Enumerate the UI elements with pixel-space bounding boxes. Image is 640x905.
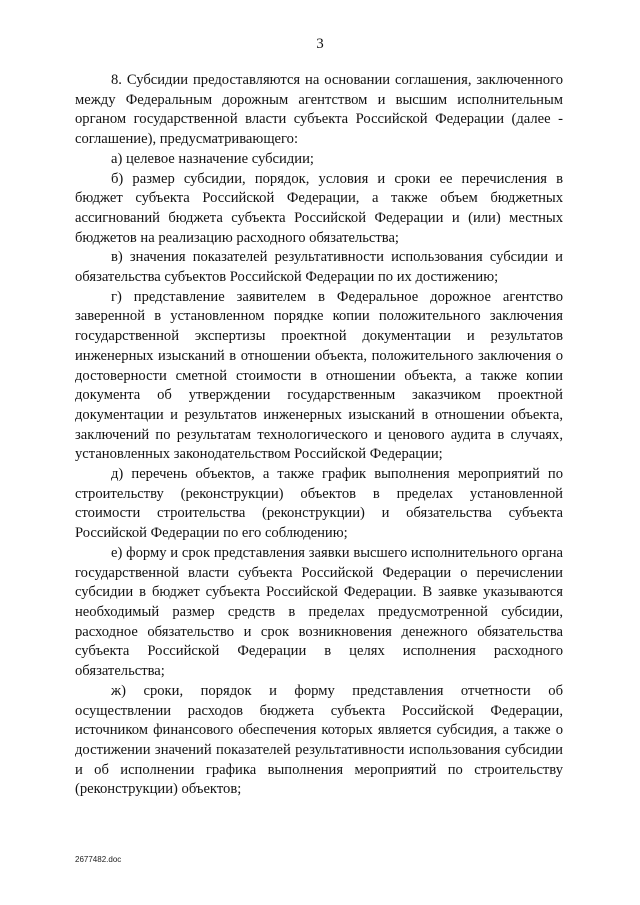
paragraph-8-intro: 8. Субсидии предоставляются на основании соглашения, заключенного между Федеральным дорожным агентством и высшим исполнительным органом государственной власти субъекта Российской Федерации (далее - соглашение), предусматривающего: — [75, 72, 563, 148]
paragraph-item-d: д) перечень объектов, а также график выполнения мероприятий по строительству (реконструкции) объектов в пределах установленной стоимости строительства (реконструкции) и обязательства субъекта Российской Федерации по его соблюдению; — [75, 466, 563, 542]
document-body — [75, 71, 563, 800]
paragraph-item-e: е) форму и срок представления заявки высшего исполнительного органа государственной власти субъекта Российской Федерации о перечислении субсидии в бюджет субъекта Российской Федерации. В заявке указываются необходимый размер средств в пределах предусмотренной субсидии, расходное обязательство и срок возникновения денежного обязательства субъекта Российской Федерации в целях исполнения расходного обязательства; — [75, 544, 563, 680]
document-filename: 2677482.doc — [75, 855, 122, 864]
paragraph-item-zh: ж) сроки, порядок и форму представления отчетности об осуществлении расходов бюджета субъекта Российской Федерации, источником финансового обеспечения которых является субсидия, а также о достижении значений показателей результативности использования субсидии и об исполнении графика выполнения мероприятий по строительству (реконструкции) объектов; — [75, 682, 563, 798]
paragraph-item-b: б) размер субсидии, порядок, условия и сроки ее перечисления в бюджет субъекта Российской Федерации, а также объем бюджетных ассигнований бюджета субъекта Российской Федерации и (или) местных бюджетов на реализацию расходного обязательства; — [75, 170, 563, 246]
page-number: 3 — [316, 36, 324, 52]
paragraph-item-g: г) представление заявителем в Федеральное дорожное агентство заверенной в установленном порядке копии положительного заключения государственной экспертизы проектной документации и результатов инженерных изысканий в отношении объекта, положительного заключения о достоверности сметной стоимости в отношении объекта, а также копии документа об утверждении государственным заказчиком проектной документации и результатов инженерных изысканий в отношении объекта, заключений по результатам технологического и ценового аудита в случаях, установленных законодательством Российской Федерации; — [75, 288, 563, 463]
paragraph-item-a: а) целевое назначение субсидии; — [111, 150, 314, 167]
paragraph-item-v: в) значения показателей результативности использования субсидии и обязательства субъектов Российской Федерации по их достижению; — [75, 249, 563, 286]
